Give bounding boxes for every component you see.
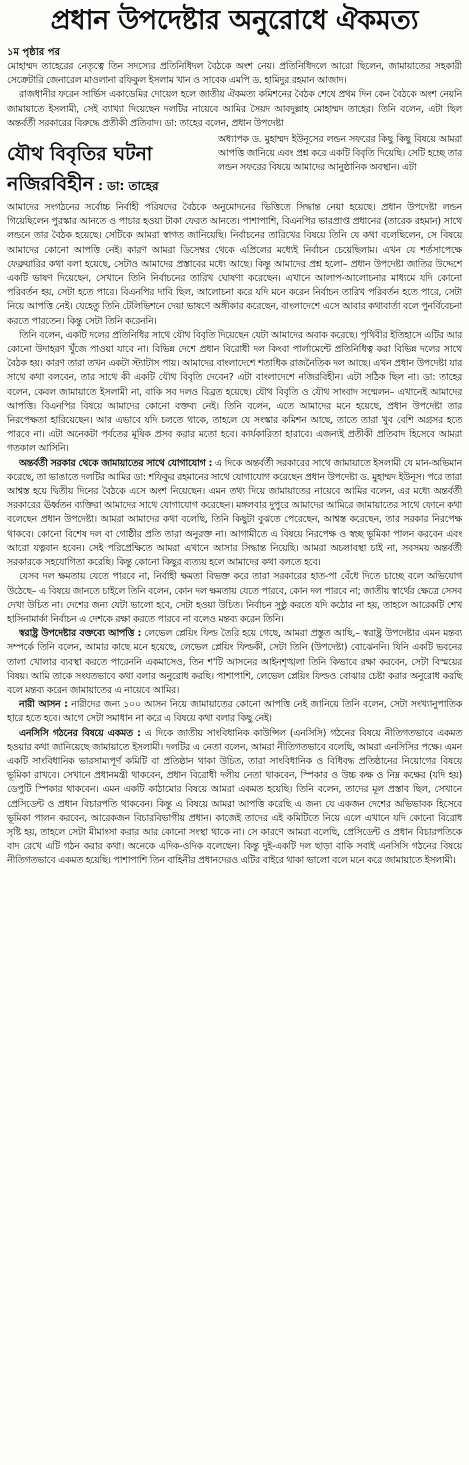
headline: প্রধান উপদেষ্টার অনুরোধে ঐকমত্য	[50, 5, 419, 36]
subheading-ncc: এনসিসি গঠনের বিষয়ে একমত :	[19, 727, 141, 739]
paragraph-after-box: আমাদের সংগঠনের সর্বোচ্চ নির্বাহী পরিষদের বৈঠকে অনুমোদনের ভিত্তিতে সিদ্ধান্ত নেয়া হয়েছে। প্রধান উপদেষ্টা লন্ডন গিয়েছিলেন পুরস্কার আনতে ও পাচার হওয়া টাকা ফেরত আনতে। পাশাপাশি, বিএনপির ভারপ্রাপ্ত প্রধানের (তারেক রহমান) সাথে লন্ডনে তার বৈঠক হয়েছে। সেটিকে আমরা স্বাগত জানিয়েছি। নির্বাচনের তারিখের বিষয়ে তিনি যে কথা বলেছিলেন, সে বিষয়ে আমাদের কোনো আপত্তি নেই। কারণ আমরা ডিসেম্বর থেকে এপ্রিলের মধ্যেই নির্বাচন চেয়েছিলাম। এখন যে শর্তসাপেক্ষে ফেব্রুয়ারির কথা বলা হয়েছে, সেটাও আমাদের প্রস্তাবের মধ্যে আছে। কিন্তু আমাদের প্রশ্ন হলো– প্রধান উপদেষ্টা জাতির উদ্দেশে একটি ভাষণ দিয়েছেন, সেখানে তিনি নির্বাচনের তারিখ ঘোষণা করেছেন। এখানে আলাপ-আলোচনার মাধ্যমে যদি কোনো পরিবর্তন হয়, সেটা হতে পারে। বিএনপির দাবি ছিল, আলোচনা করে যদি মনে করেন নির্বাচন তারিখ পরিবর্তন হতে পারে, সেটা নিয়ে আপত্তি নেই। যেহেতু তিনি টেলিভিশনে দেয়া ভাষণে অঙ্গীকার করেছেন, বাংলাদেশে এসে আবার কথাবার্তা বলে পুনর্বিবেচনা করতে পারতেন। কিন্তু সেটা তিনি করেননি।	[7, 202, 462, 327]
subheading-interim: অন্তর্বর্তী সরকার থেকে জামায়াতের সাথে যোগাযোগ :	[19, 457, 213, 469]
subheading-home-adviser: স্বরাষ্ট্র উপদেষ্টার বক্তব্যে আপত্তি :	[19, 628, 142, 640]
paragraph-home-adviser-text: লেভেল প্লেয়িং ফিল্ড তৈরি হয়ে গেছে, আমরা প্রস্তুত আছি,– স্বরাষ্ট্র উপদেষ্টার এমন মন্তব্য সম্পর্কে তিনি বলেন, আমার কাছে মনে হয়েছে, লেভেল প্লেয়িং ফিল্ডকী, সেটা তিনি (উপদেষ্টা) বোঝেননি। যিনি একটি ভবনের তালা খোলার ব্যবস্থা করতে পারেননি একমাসেও, তিন শ'টি আসনের আইনশৃঙ্খলা তিনি কিভাবে রক্ষা করবেন, সেটা বিস্ময়ের বিষয়। আমি তাকে সংযতভাবে কথা বলার অনুরোধ করছি। পাশাপাশি, লেভেল প্লেয়িং ফিল্ডও বোঝার চেষ্টা করার অনুরোধ করছি বলে মন্তব্য করেন জামায়াতের এ নায়েবে আমির।	[7, 628, 462, 696]
box-side-text: অধ্যাপক ড. মুহাম্মদ ইউনূসের লন্ডন সফরের কিছু কিছু বিষয়ে আমরা আপত্তি জানিয়ে এবং প্রশ্ন করে একটি বিবৃতি দিয়েছি। সেটি হচ্ছে তার লন্ডন সফরের বিষয়ে আমাদের আনুষ্ঠানিক অবস্থান। এটা	[218, 134, 462, 174]
intro-paragraph-2: রাজধানীর ফরেন সার্ভিস একাডেমির দোয়েল হলে জাতীয় ঐকমত্য কমিশনের বৈঠক শেষে প্রথম দিন কেন বৈঠকে অংশ নেয়নি জামায়াতে ইসলামী, সেই ব্যাখ্যা দিয়েছেন দলটির নায়েবে আমির সৈয়দ আবদুল্লাহ মোহাম্মদ তাহের। তিনি বলেন, এটা ছিল অন্তর্বর্তী সরকারের বিরুদ্ধে প্রতীকী প্রতিবাদ। ডা: তাহের বলেন, প্রধান উপদেষ্টা	[7, 89, 462, 129]
subhead-line-2	[7, 169, 212, 201]
paragraph-home-adviser	[7, 627, 462, 698]
paragraph-interim-text: এ দিকে অন্তর্বর্তী সরকারের সাথে জামায়াতে ইসলামী যে মান-অভিমান করেছে, তা ভাঙাতে দলটির আমির ডা: শফিকুর রহমানের সাথে যোগাযোগ করেছেন প্রধান উপদেষ্টা ড. মুহাম্মদ ইউনূস। পরে তারা আশ্বস্ত হয়ে দ্বিতীয় দিনের বৈঠকে এসে অংশ নিয়েছেন। এমন তথ্য দিয়ে জামায়াতের নায়েবে আমির বলেন, এর মধ্যে অন্তর্বর্তী সরকারের ঊর্ধ্বতন ব্যক্তিরা আমাদের সাথে যোগাযোগ করেছেন। মঙ্গলবার দুপুরে আমাদের আমিরে জামায়াতের সাথে ফোনে কথা বলেছেন প্রধান উপদেষ্টা। আমরা আমাদের কথা বলেছি, তিনি কিছুটা বুঝতে পেরেছেন, আশ্বস্ত করেছেন, তার সরকার নিরপেক্ষ থাকবে। কোনো বিশেষ দল বা গোষ্ঠীর প্রতি তারা অনুরক্ত না। আগামীতে এ বিষয়ে নিরপেক্ষ ও স্বচ্ছ ভূমিকা পালন করবেন এবং আরো যত্নবান হবেন। সেই পরিপ্রেক্ষিতে আমরা এখানে আসার সিদ্ধান্ত নিয়েছি। আমরা অচলাবস্থা চাই না, সবসময় অন্তর্বর্তী সরকারকে সহযোগিতা করেছি। কিন্তু কোনো কিছুর ব্যত্যয় হলে আমাদের কথা বলতে হবে।	[7, 457, 462, 569]
paragraph-ncc	[7, 727, 462, 869]
paragraph-ncc-text: এ দিকে জাতীয় সাংবিধানিক কাউন্সিল (এনসিসি) গঠনের বিষয়ে নীতিগতভাবে একমত হওয়ার কথা জানিয়েছে জামায়াতে ইসলামী। দলটির এ নেতা বলেন, আমরা নীতিগতভাবে বলেছি, আমরা এনসিসির পক্ষে। এমন একটি সাংবিধানিক ভারসাম্যপূর্ণ কমিটি বা প্রতিষ্ঠান থাকা উচিত, তারা সাংবিধানিক ও বিধিবদ্ধ প্রতিষ্ঠানের নিয়োগের বিষয়ে ভূমিকা রাখবে। সেখানে প্রধানমন্ত্রী থাকবেন, প্রধান বিরোধী দলীয় নেতা থাকবেন, স্পিকার ও উচ্চ কক্ষ ও নিম্ন কক্ষের (যদি হয়) ডেপুটি স্পিকার থাকবেন। এমন একটি কাঠামোর বিষয়ে আমরা একমত হয়েছি। তিনি বলেন, তাদের মূল প্রস্তাব ছিল, সেখানে প্রেসিডেন্ট ও প্রধান বিচারপতি থাকবেন। কিন্তু এ বিষয়ে আমরা আপত্তি করেছি এ জন্য যে একজন দেশের অভিভাবক হিসেবে ভূমিকা পালন করবেন, আরেকজন বিচারবিভাগীয় প্রধান। কাজেই তাদের এই কমিটিতে নিয়ে এলে এখানে যদি কোনো বিরোধ সৃষ্টি হয়, তাহলে সেটা মীমাংসা করার আর কোনো সংস্থা থাকে না। সে কারণে আমরা বলেছি, প্রেসিডেন্ট ও প্রধান বিচারপতিকে বাদ রেখে এটি গঠন করার কথা। অনেকে এদিক-ওদিক বলেছেন। কিন্তু দুই-একটি দল ছাড়া বাকি সবাই এনসিসি গঠনের বিষয়ে নীতিগতভাবে একমত হয়েছি। পাশাপাশি তিন বাহিনীর প্রধানদেরও এটির বাইরে থাকা ভালো বলে মনে করে জামায়াতে ইসলামী।	[7, 727, 462, 867]
paragraph-interim	[7, 457, 462, 571]
paragraph-power: যেসব দল ক্ষমতায় যেতে পারবে না, নির্বাহী ক্ষমতা বিভক্ত করে তারা সরকারের হাত-পা বেঁধে দিতে চাচ্ছে বলে অভিযোগ উঠেছে– এ বিষয়ে জানতে চাইলে তিনি বলেন, কোন দল ক্ষমতায় যেতে পারবে, কোন দল পারবে না; জাতীয় স্বার্থের ক্ষেত্রে সেসব দেখা উচিত না। দেশের জন্য যেটা ভালো হবে, সেটা হওয়া উচিত। নির্বাচন সুষ্ঠু করতে যদি কঠোর না হয়, তাহলে আরেকটি শেখ হাসিনামার্কা নির্বাচন এ দেশকে রক্ষা করতে পারবে না বলেও মন্তব্য করেন তিনি।	[7, 571, 462, 625]
subhead-box	[7, 133, 212, 201]
continued-from-label: ১ম পৃষ্ঠার পর	[7, 47, 60, 58]
subhead-line-1: যৌথ বিবৃতির ঘটনা	[7, 143, 153, 166]
intro-paragraph-1: মোহাম্মদ তাহেরের নেতৃত্বে তিন সদস্যের প্রতিনিধিদল বৈঠকে অংশ নেয়। প্রতিনিধিদলে আরো ছিলেন, জামায়াতের সহকারী সেক্রেটারি জেনারেল মাওলানা রফিকুল ইসলাম খান ও সাবেক এমপি ড. হামিদুর রহমান আজাদ।	[7, 61, 462, 87]
paragraph-women-seats-text: নারীদের জন্য ১০০ আসন নিয়ে জামায়াতের কোনো আপত্তি নেই জানিয়ে তিনি বলেন, সেটা সংখ্যানুপাতিক হারে হতে হবে। আগে সেটা সমাধান না করে এ বিষয়ে কথা বলার কিছু নেই।	[7, 699, 463, 725]
subhead-byline: : ডা: তাহের	[94, 179, 159, 194]
subhead-line-2-text: নজিরবিহীন	[7, 173, 94, 196]
paragraph-women-seats	[7, 698, 462, 726]
subhead-row	[7, 133, 462, 201]
subheading-women-seats: নারী আসন :	[19, 699, 68, 711]
paragraph-joint-statement: তিনি বলেন, একটি দলের প্রতিনিধির সাথে যৌথ বিবৃতি দিয়েছেন যেটা আমাদের অবাক করেছে। পৃথিবীর ইতিহাসে এটির আর কোনো উদাহরণ খুঁজে পাওয়া যাবে না। বিভিন্ন দেশে প্রধান বিরোধী দল কিংবা পার্লামেন্টে প্রতিনিধিত্ব করা বিভিন্ন দলের সাথে বৈঠক হয়। কারণ তারা তখন একটা স্ট্যাটাস পায়। আমাদের বাংলাদেশে শতাধিক রাজনৈতিক দল আছে। এখন প্রধান উপদেষ্টা যার সাথে কথা বলবেন, তার সাথে কী একটি যৌথ বিবৃতি দেবেন? এটা বাংলাদেশে নজিরবিহীন। এটা সঠিক ছিল না। ডা: তাহের বলেন, কেবল জামায়াতে ইসলামী না, বাকি সব দলও বিব্রত হয়েছে। যৌথ বিবৃতি ও যৌথ সাংবাদ সম্মেলন– এখানেই আমাদের আপত্তি। বিএনপির বিষয়ে আমাদের কোনো বক্তব্য নেই। তিনি বলেন, এতে আমাদের মনে হয়েছে, প্রধান উপদেষ্টা তার নিরপেক্ষতা হারিয়েছেন। আর এভাবে যদি চলতে থাকে, তাহলে যে সংস্কার কমিশন আছে, তাতে তারা খুব বেশি অগ্রসর হতে পারবে না। এটা অনেকটা পর্বতের মূষিক প্রসব করার মতো হবে। কার্যকারিতা হারাবে। এজন্যই প্রতীকী প্রতিবাদ হিসেবে আমরা গতকাল আসিনি।	[7, 329, 462, 455]
